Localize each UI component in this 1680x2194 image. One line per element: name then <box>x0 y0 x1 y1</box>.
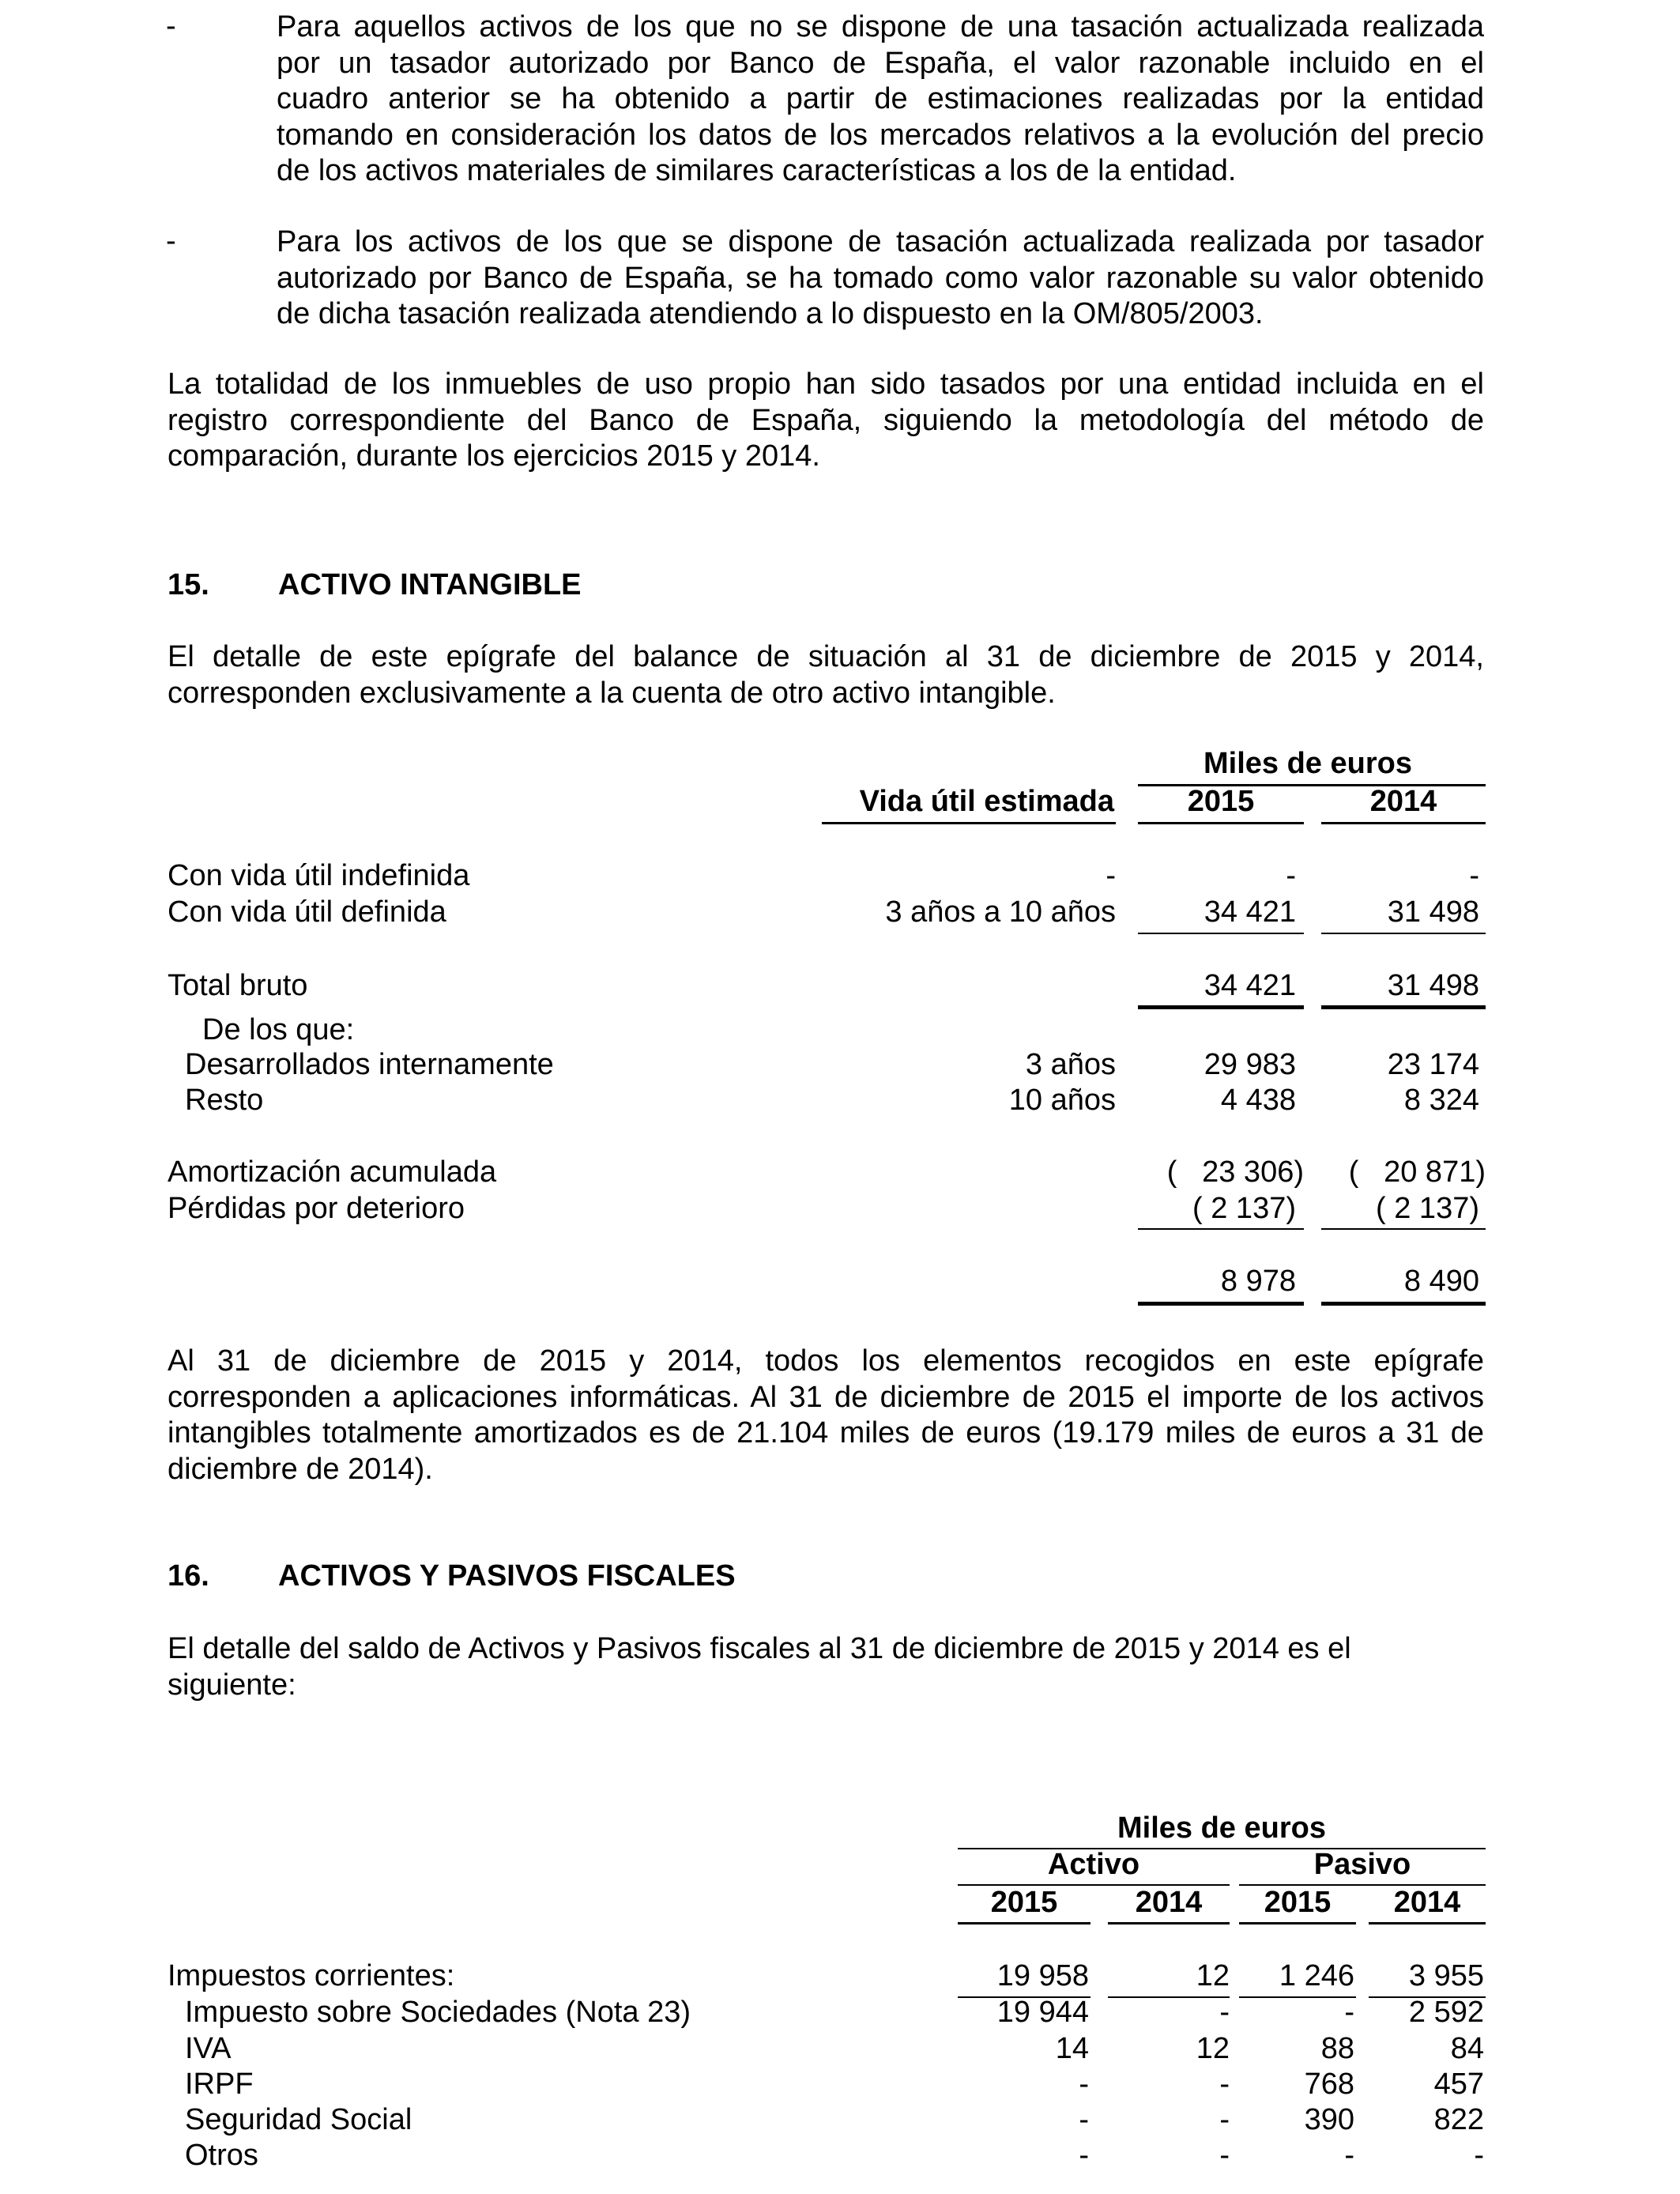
cell-vida: - <box>1106 859 1116 892</box>
cell-activo-2015: - <box>1079 2139 1089 2172</box>
bullet-paragraph <box>277 9 1484 190</box>
text-line: de los activos materiales de similares características a los de la entidad. <box>277 154 1237 187</box>
text-line: corresponden a aplicaciones informáticas. Al 31 de diciembre de 2015 el importe de los activos <box>168 1380 1484 1414</box>
cell-2015: 8 978 <box>1220 1265 1296 1298</box>
total-rule <box>1138 1302 1304 1306</box>
row-label: IRPF <box>185 2068 254 2101</box>
subtotal-rule <box>1138 933 1304 934</box>
cell-2015: 34 421 <box>1203 969 1296 1002</box>
cell-activo-2014: - <box>1219 2103 1230 2136</box>
text-line: autorizado por Banco de España, se ha tomado como valor razonable su valor obtenido <box>277 261 1484 295</box>
section-title: ACTIVO INTANGIBLE <box>278 568 582 601</box>
column-header-pasivo-2014: 2014 <box>1393 1886 1461 1919</box>
row-label: Desarrollados internamente <box>185 1048 554 1081</box>
subtotal-rule <box>1321 933 1486 934</box>
row-label: Otros <box>185 2139 258 2172</box>
cell-pasivo-2014: - <box>1474 2139 1484 2172</box>
cell-pasivo-2014: 3 955 <box>1408 1959 1484 1992</box>
cell-activo-2014: - <box>1219 2068 1230 2101</box>
cell-2014: 8 324 <box>1403 1084 1479 1117</box>
cell-2015: 29 983 <box>1203 1048 1296 1081</box>
cell-activo-2014: 12 <box>1196 1959 1230 1992</box>
total-rule <box>1138 1005 1304 1009</box>
text-line: intangibles totalmente amortizados es de 21.104 miles de euros (19.179 miles de euros a 31 de <box>168 1416 1484 1449</box>
cell-pasivo-2015: 390 <box>1304 2103 1354 2136</box>
cell-2015: ( 23 306) <box>1166 1155 1304 1189</box>
text-line: diciembre de 2014). <box>168 1452 433 1486</box>
subtotal-rule <box>1138 1228 1304 1230</box>
cell-2015: ( 2 137) <box>1192 1192 1296 1225</box>
section-intro <box>168 1631 1484 1703</box>
header-rule <box>1321 822 1486 824</box>
bullet-dash: - <box>166 224 176 258</box>
text-line: por un tasador autorizado por Banco de España, el valor razonable incluido en el <box>277 46 1484 80</box>
text-line: comparación, durante los ejercicios 2015 y 2014. <box>168 439 820 473</box>
column-header-2014: 2014 <box>1369 785 1437 818</box>
row-label: De los que: <box>202 1013 355 1046</box>
cell-2014: - <box>1469 859 1479 892</box>
header-rule <box>1138 822 1304 824</box>
cell-activo-2014: - <box>1219 1996 1230 2029</box>
text-line: cuadro anterior se ha obtenido a partir de estimaciones realizadas por la entidad <box>277 82 1484 115</box>
text-line: El detalle del saldo de Activos y Pasivos fiscales al 31 de diciembre de 2015 y 2014 es el <box>168 1632 1351 1665</box>
row-label: Amortización acumulada <box>168 1155 497 1189</box>
text-line: Al 31 de diciembre de 2015 y 2014, todos los elementos recogidos en este epígrafe <box>168 1344 1484 1378</box>
paragraph-inmuebles <box>168 367 1484 475</box>
cell-2014: ( 2 137) <box>1376 1192 1479 1225</box>
cell-pasivo-2015: - <box>1344 2139 1354 2172</box>
cell-2014: 31 498 <box>1387 969 1479 1002</box>
column-header-activo-2015: 2015 <box>990 1886 1058 1919</box>
cell-2015: 34 421 <box>1203 895 1296 929</box>
cell-2015: - <box>1286 859 1296 892</box>
text-line: La totalidad de los inmuebles de uso propio han sido tasados por una entidad incluida en el <box>168 368 1484 401</box>
row-label: Con vida útil definida <box>168 895 446 929</box>
total-rule <box>1321 1005 1486 1009</box>
row-label: Impuestos corrientes: <box>168 1959 455 1992</box>
cell-2014: 23 174 <box>1387 1048 1479 1081</box>
header-rule <box>1108 1922 1230 1924</box>
header-rule <box>958 1922 1090 1924</box>
cell-activo-2015: 19 958 <box>996 1959 1089 1992</box>
cell-vida: 3 años <box>1025 1048 1116 1081</box>
bullet-paragraph <box>277 224 1484 333</box>
text-line: El detalle de este epígrafe del balance de situación al 31 de diciembre de 2015 y 2014, <box>168 640 1484 673</box>
cell-pasivo-2014: 84 <box>1450 2032 1484 2065</box>
cell-activo-2015: 19 944 <box>996 1996 1089 2029</box>
section-title: ACTIVOS Y PASIVOS FISCALES <box>278 1559 736 1593</box>
row-label: Resto <box>185 1084 264 1117</box>
column-header-pasivo-2015: 2015 <box>1264 1886 1332 1919</box>
cell-pasivo-2014: 2 592 <box>1408 1996 1484 2029</box>
table-group-header: Miles de euros <box>1117 1811 1326 1845</box>
cell-activo-2015: - <box>1079 2068 1089 2101</box>
subtotal-rule <box>1321 1228 1486 1230</box>
cell-vida: 10 años <box>1008 1084 1116 1117</box>
cell-pasivo-2014: 457 <box>1433 2068 1484 2101</box>
cell-vida: 3 años a 10 años <box>885 895 1116 929</box>
cell-2014: ( 20 871) <box>1348 1155 1486 1189</box>
bullet-dash: - <box>166 9 176 43</box>
cell-activo-2015: - <box>1079 2103 1089 2136</box>
text-line: siguiente: <box>168 1668 296 1702</box>
column-header-activo-2014: 2014 <box>1135 1886 1203 1919</box>
header-rule <box>1239 1922 1356 1924</box>
row-label: Total bruto <box>168 969 308 1002</box>
column-header-vida: Vida útil estimada <box>859 785 1114 818</box>
text-line: de dicha tasación realizada atendiendo a lo dispuesto en la OM/805/2003. <box>277 297 1264 330</box>
section-number: 16. <box>168 1559 209 1593</box>
header-rule <box>1369 1922 1486 1924</box>
cell-activo-2014: - <box>1219 2139 1230 2172</box>
cell-pasivo-2014: 822 <box>1433 2103 1484 2136</box>
section-closing <box>168 1344 1484 1487</box>
table-group-header: Miles de euros <box>1203 747 1412 780</box>
row-label: Pérdidas por deterioro <box>168 1192 465 1225</box>
cell-2014: 31 498 <box>1387 895 1479 929</box>
row-label: Con vida útil indefinida <box>168 859 470 892</box>
text-line: Para los activos de los que se dispone de tasación actualizada realizada por tasador <box>277 225 1484 258</box>
row-label: IVA <box>185 2032 232 2065</box>
cell-pasivo-2015: 88 <box>1320 2032 1354 2065</box>
header-rule <box>822 822 1116 824</box>
row-label: Seguridad Social <box>185 2103 412 2136</box>
column-group-activo: Activo <box>1047 1848 1140 1881</box>
text-line: corresponden exclusivamente a la cuenta de otro activo intangible. <box>168 676 1056 710</box>
section-number: 15. <box>168 568 209 601</box>
text-line: tomando en consideración los datos de los mercados relativos a la evolución del precio <box>277 118 1484 152</box>
column-header-2015: 2015 <box>1187 785 1255 818</box>
cell-activo-2015: 14 <box>1055 2032 1089 2065</box>
row-label: Impuesto sobre Sociedades (Nota 23) <box>185 1996 691 2029</box>
cell-2014: 8 490 <box>1403 1265 1479 1298</box>
section-intro <box>168 639 1484 711</box>
column-group-pasivo: Pasivo <box>1313 1848 1411 1881</box>
cell-2015: 4 438 <box>1220 1084 1296 1117</box>
text-line: registro correspondiente del Banco de España, siguiendo la metodología del método de <box>168 403 1484 437</box>
total-rule <box>1321 1302 1486 1306</box>
text-line: Para aquellos activos de los que no se dispone de una tasación actualizada realizada <box>277 10 1484 43</box>
cell-pasivo-2015: - <box>1344 1996 1354 2029</box>
cell-pasivo-2015: 1 246 <box>1279 1959 1354 1992</box>
cell-pasivo-2015: 768 <box>1304 2068 1354 2101</box>
cell-activo-2014: 12 <box>1196 2032 1230 2065</box>
